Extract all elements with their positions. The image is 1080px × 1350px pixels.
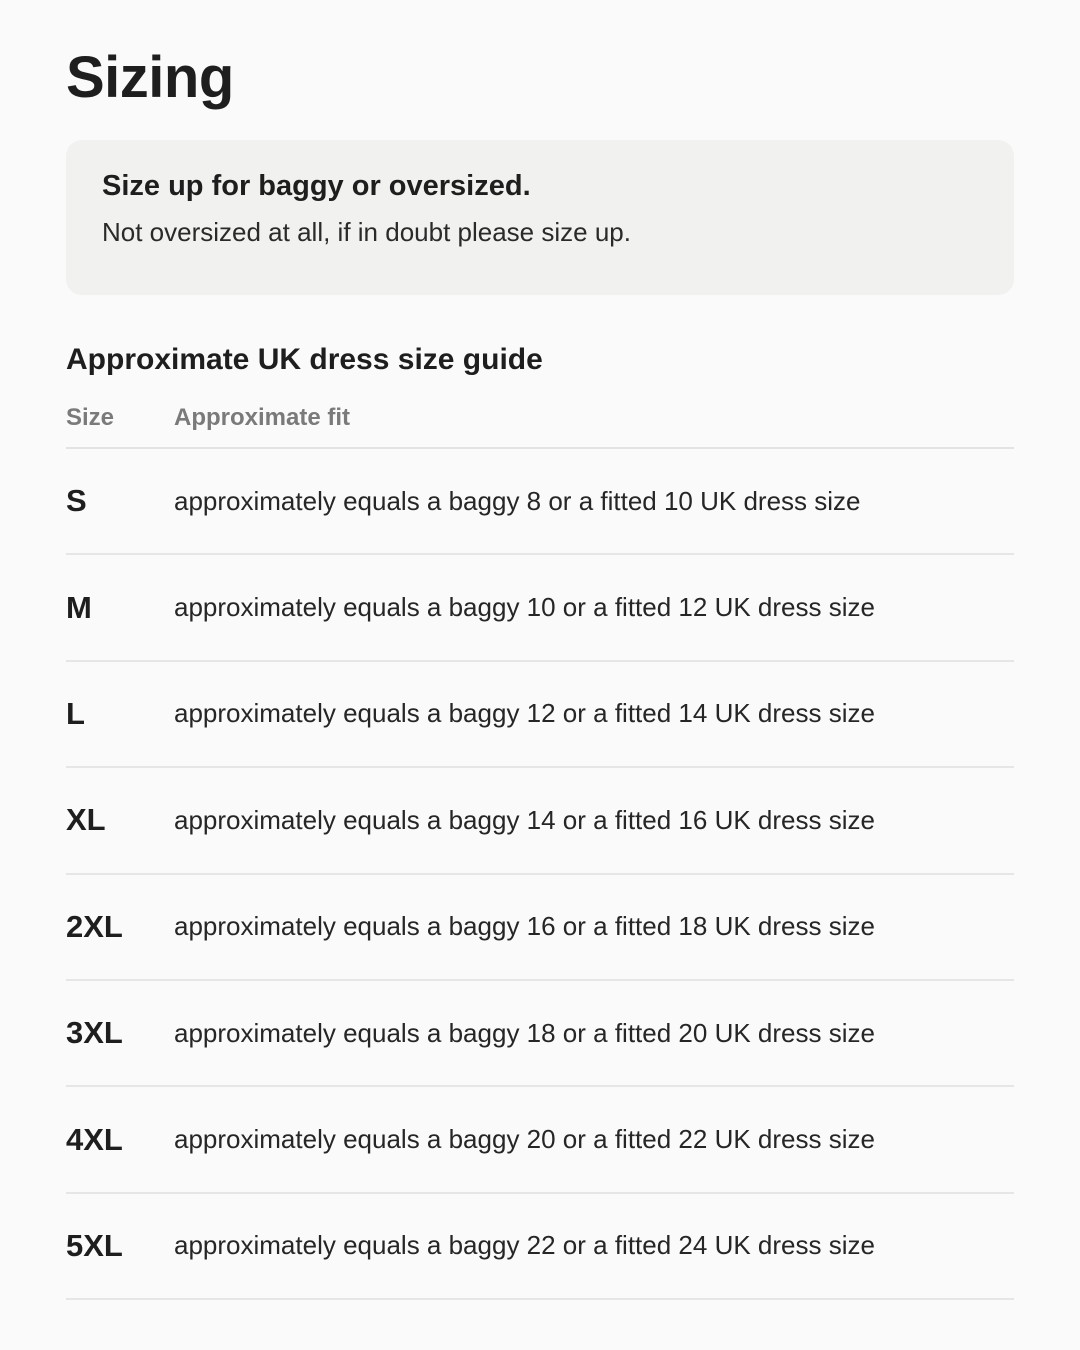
size-guide-title: Approximate UK dress size guide — [66, 343, 543, 376]
table-row — [66, 555, 1014, 661]
fit-description: approximately equals a baggy 10 or a fitted 12 UK dress size — [174, 592, 875, 623]
notice-body: Not oversized at all, if in doubt please size up. — [102, 217, 631, 247]
table-row — [66, 981, 1014, 1087]
table-row — [66, 449, 1014, 555]
column-header-size: Size — [66, 404, 115, 431]
size-label: S — [66, 483, 87, 519]
sizing-notice — [66, 140, 1014, 295]
table-row — [66, 662, 1014, 768]
size-label: 5XL — [66, 1227, 123, 1263]
size-label: M — [66, 589, 92, 625]
fit-description: approximately equals a baggy 20 or a fitted 22 UK dress size — [174, 1124, 875, 1155]
size-guide-table — [66, 396, 1014, 1300]
table-row — [66, 875, 1014, 981]
size-label: L — [66, 695, 85, 731]
notice-heading: Size up for baggy or oversized. — [102, 170, 531, 202]
table-row — [66, 1194, 1014, 1300]
fit-description: approximately equals a baggy 16 or a fitted 18 UK dress size — [174, 911, 875, 942]
fit-description: approximately equals a baggy 8 or a fitted 10 UK dress size — [174, 485, 861, 516]
size-label: 3XL — [66, 1015, 123, 1051]
fit-description: approximately equals a baggy 18 or a fitted 20 UK dress size — [174, 1017, 875, 1048]
size-label: 4XL — [66, 1121, 123, 1157]
size-label: 2XL — [66, 908, 123, 944]
table-row — [66, 1087, 1014, 1193]
table-header — [66, 396, 1014, 449]
column-header-fit: Approximate fit — [174, 404, 351, 431]
fit-description: approximately equals a baggy 22 or a fitted 24 UK dress size — [174, 1230, 875, 1261]
page-title: Sizing — [66, 45, 234, 110]
fit-description: approximately equals a baggy 14 or a fitted 16 UK dress size — [174, 804, 875, 835]
table-row — [66, 768, 1014, 874]
fit-description: approximately equals a baggy 12 or a fitted 14 UK dress size — [174, 698, 875, 729]
size-label: XL — [66, 802, 106, 838]
